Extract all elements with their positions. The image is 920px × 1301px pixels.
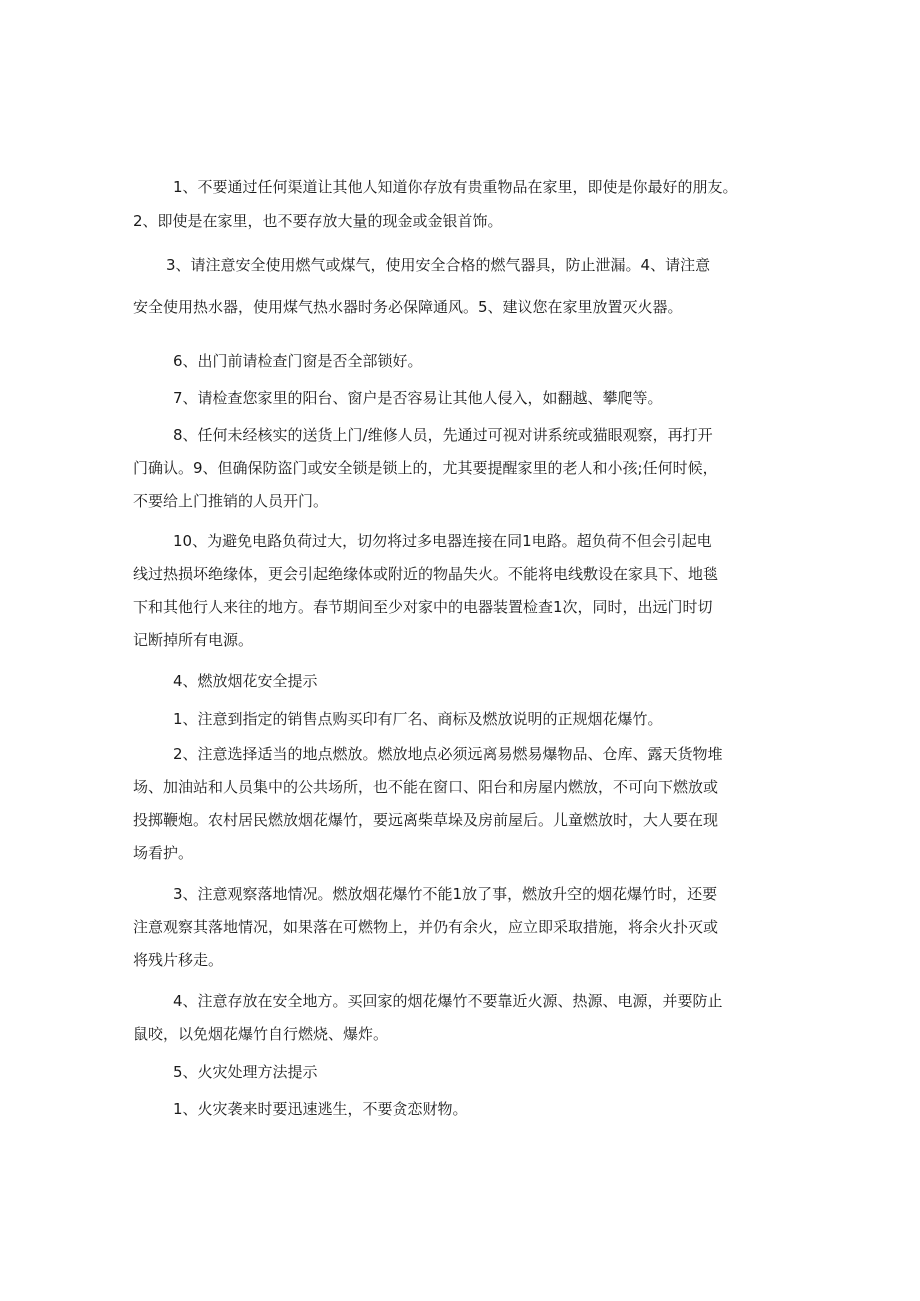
section-heading: 4、燃放烟花安全提示 xyxy=(173,672,318,690)
text-line: 下和其他行人来往的地方。春节期间至少对家中的电器装置检查1次，同时，出远门时切 xyxy=(133,598,713,616)
text-line: 场、加油站和人员集中的公共场所，也不能在窗口、阳台和房屋内燃放，不可向下燃放或 xyxy=(133,778,719,796)
text-line: 不要给上门推销的人员开门。 xyxy=(133,492,329,510)
text-line: 4、注意存放在安全地方。买回家的烟花爆竹不要靠近火源、热源、电源，并要防止 xyxy=(173,992,723,1010)
text-line: 投掷鞭炮。农村居民燃放烟花爆竹，要远离柴草垛及房前屋后。儿童燃放时，大人要在现 xyxy=(133,811,719,829)
text-line: 3、请注意安全使用燃气或煤气，使用安全合格的燃气器具，防止泄漏。4、请注意 xyxy=(166,256,711,274)
text-line: 记断掉所有电源。 xyxy=(133,631,254,649)
text-line: 注意观察其落地情况，如果落在可燃物上，并仍有余火，应立即采取措施，将余火扑灭或 xyxy=(133,918,719,936)
text-line: 6、出门前请检查门窗是否全部锁好。 xyxy=(173,352,423,370)
text-line: 1、不要通过任何渠道让其他人知道你存放有贵重物品在家里，即使是你最好的朋友。 xyxy=(173,178,738,196)
text-line: 安全使用热水器，使用煤气热水器时务必保障通风。5、建议您在家里放置灭火器。 xyxy=(133,298,683,316)
text-line: 线过热损坏绝缘体，更会引起绝缘体或附近的物晶失火。不能将电线敷设在家具下、地毯 xyxy=(133,565,719,583)
text-line: 2、即使是在家里，也不要存放大量的现金或金银首饰。 xyxy=(133,212,503,230)
section-heading: 5、火灾处理方法提示 xyxy=(173,1063,318,1081)
text-line: 7、请检查您家里的阳台、窗户是否容易让其他人侵入，如翻越、攀爬等。 xyxy=(173,389,663,407)
text-line: 3、注意观察落地情况。燃放烟花爆竹不能1放了事，燃放升空的烟花爆竹时，还要 xyxy=(173,885,718,903)
text-line: 场看护。 xyxy=(133,844,194,862)
text-line: 将残片移走。 xyxy=(133,951,224,969)
text-line: 1、注意到指定的销售点购买印有厂名、商标及燃放说明的正规烟花爆竹。 xyxy=(173,710,663,728)
text-line: 8、任何未经核实的送货上门/维修人员，先通过可视对讲系统或猫眼观察，再打开 xyxy=(173,426,713,444)
text-line: 10、为避免电路负荷过大，切勿将过多电器连接在同1电路。超负荷不但会引起电 xyxy=(173,532,712,550)
text-line: 鼠咬，以免烟花爆竹自行燃烧、爆炸。 xyxy=(133,1025,389,1043)
text-line: 门确认。9、但确保防盗门或安全锁是锁上的，尤其要提醒家里的老人和小孩;任何时候， xyxy=(133,459,718,477)
text-line: 2、注意选择适当的地点燃放。燃放地点必须远离易燃易爆物品、仓库、露天货物堆 xyxy=(173,745,723,763)
text-line: 1、火灾袭来时要迅速逃生，不要贪恋财物。 xyxy=(173,1100,468,1118)
